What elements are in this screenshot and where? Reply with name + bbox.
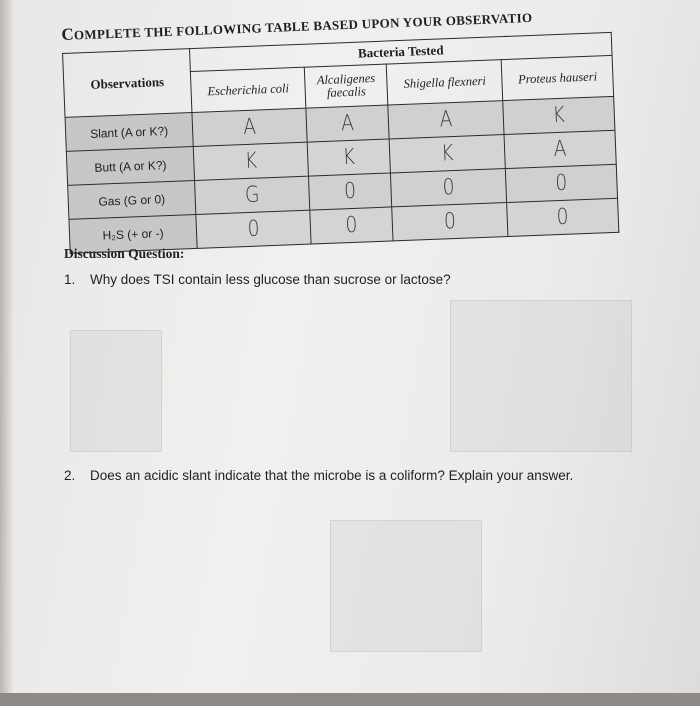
organism-name: Shigella flexneri <box>403 73 487 91</box>
table-cell <box>506 164 618 202</box>
row-label: Butt (A or K?) <box>66 147 194 186</box>
handwritten-value: A <box>242 114 257 141</box>
table-cell <box>307 139 390 176</box>
handwritten-value: K <box>244 148 258 175</box>
heading-initial: C <box>60 24 75 44</box>
row-label: Gas (G or 0) <box>68 180 196 219</box>
table-cell <box>192 108 307 146</box>
table-cell <box>195 176 310 214</box>
table-cell <box>306 105 389 142</box>
question-text: Why does TSI contain less glucose than sucrose or lactose? <box>90 272 451 287</box>
handwritten-value: 0 <box>343 178 357 205</box>
handwritten-value: 0 <box>247 216 260 242</box>
organism-escherichia-coli <box>190 67 306 112</box>
handwritten-value: 0 <box>555 170 569 197</box>
handwritten-value: G <box>244 182 260 209</box>
handwritten-value: 0 <box>442 175 456 201</box>
organism-shigella-flexneri <box>386 60 503 105</box>
table-cell <box>309 173 392 210</box>
table-cell <box>503 96 615 134</box>
handwritten-value: A <box>439 107 454 133</box>
tsi-results-table <box>62 32 619 254</box>
handwritten-value: K <box>552 102 566 129</box>
table-cell <box>193 142 308 180</box>
observations-header: Observations <box>63 49 192 118</box>
handwritten-value: 0 <box>443 208 457 235</box>
handwritten-value: K <box>440 141 455 167</box>
table-cell <box>392 203 508 241</box>
question-number: 2. <box>64 468 76 483</box>
table-cell <box>391 169 507 207</box>
handwritten-value: 0 <box>345 212 358 239</box>
organism-name-line2: faecalis <box>326 84 367 100</box>
row-label: Slant (A or K?) <box>65 113 193 152</box>
organism-proteus-hauseri <box>501 55 613 100</box>
question-2 <box>64 468 573 483</box>
handwritten-value: A <box>553 136 568 163</box>
question-1 <box>64 272 451 287</box>
table-cell <box>196 210 311 248</box>
organism-alcaligenes-faecalis <box>304 64 388 108</box>
table-cell <box>507 198 619 236</box>
bacteria-tested-header: Bacteria Tested <box>189 32 612 71</box>
question-number: 1. <box>64 272 76 287</box>
handwritten-value: 0 <box>556 204 570 231</box>
table-cell <box>504 130 616 168</box>
organism-name: Escherichia coli <box>207 80 290 98</box>
row-label: H₂S (+ or -) <box>69 214 197 253</box>
heading-rest: OMPLETE THE FOLLOWING TABLE BASED UPON YOUR OBSERVATIO <box>73 9 533 43</box>
organism-name: Proteus hauseri <box>517 68 598 86</box>
table-cell <box>310 207 393 244</box>
organism-name: Alcaligenes <box>316 70 376 88</box>
handwritten-value: K <box>342 144 356 171</box>
question-text: Does an acidic slant indicate that the microbe is a coliform? Explain your answer. <box>90 468 574 483</box>
handwritten-value: A <box>340 110 355 137</box>
table-cell <box>389 135 505 173</box>
discussion-title: Discussion Question: <box>64 246 185 261</box>
table-cell <box>388 101 504 139</box>
